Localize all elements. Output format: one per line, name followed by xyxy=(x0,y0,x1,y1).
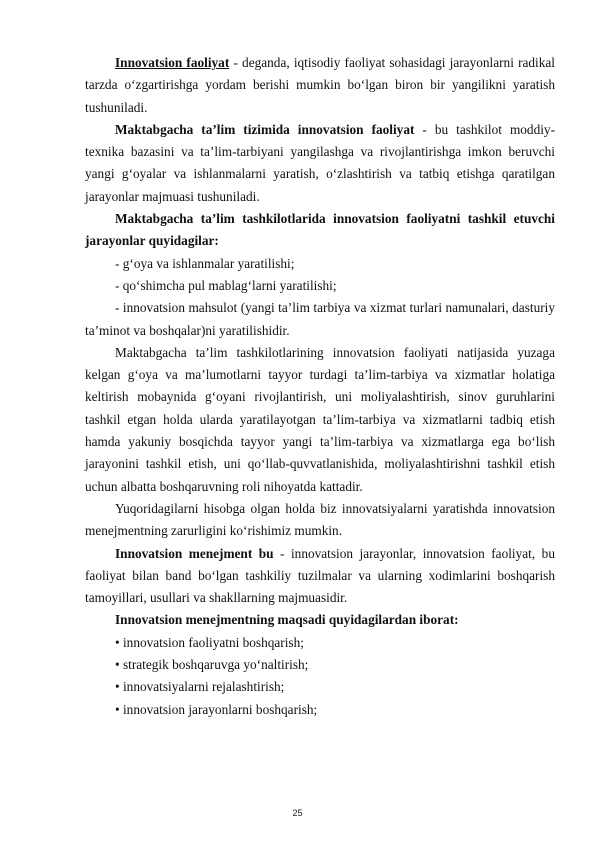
paragraph-definition-innovation xyxy=(85,52,555,119)
paragraph-text: - innovatsion jarayonlar, innovatsion faoliyat, bu faoliyat bilan band bo‘lgan tashkiliy tuzilmalar va ularning xodimlarini boshqarish tamoyillari, usullari va shakllarning majmuasidir. xyxy=(85,545,555,606)
list-item: • innovatsion jarayonlarni boshqarish; xyxy=(115,701,318,717)
list-item: • innovatsion faoliyatni boshqarish; xyxy=(115,634,304,650)
list-item: • innovatsiyalarni rejalashtirish; xyxy=(115,679,285,695)
section-heading-processes: Maktabgacha ta’lim tashkilotlarida innovatsion faoliyatni tashkil etuvchi jarayonlar quyidagilar: xyxy=(85,211,555,249)
list-item: - innovatsion mahsulot (yangi ta’lim tarbiya va xizmat turlari namunalari, dasturiy ta’minot va boshqalar)ni yaratilishidir. xyxy=(85,300,555,338)
paragraph-text: - bu tashkilot moddiy-texnika bazasini va ta’lim-tarbiyani yangilashga va rivojlantirishga imkon beruvchi yangi g‘oyalar va ishlanmalarni yaratish, o‘zlashtirish va tatbiq etishga qaratilgan jarayonlar majmuasi tushuniladi. xyxy=(85,121,555,204)
paragraph-body: Maktabgacha ta’lim tashkilotlarining innovatsion faoliyati natijasida yuzaga kelgan g‘oya va ma’lumotlarni tayyor turdagi ta’lim-tarbiya va xizmatlar holatiga keltirish mobaynida g‘oyani rivojlantirish, uni moliyalashtirish, sinov guruhlarini tashkil etgan holda ularda yaratilayotgan ta’lim-tarbiya va xizmatlarni tadbiq etish hamda yakuniy bosqichda tayyor yangi ta’lim-tarbiya va xizmatlarga ega bo‘lish jarayonini tashkil etish, uni qo‘llab-quvvatlanishida, moliyalashtirishni tashkil etish uchun albatta boshqaruvning roli nihoyatda kattadir. xyxy=(85,344,555,494)
paragraph-body: Yuqoridagilarni hisobga olgan holda biz innovatsiyalarni yaratishda innovatsion menejmentning zarurligini ko‘rishimiz mumkin. xyxy=(85,500,555,539)
term-innovation-management: Innovatsion menejment bu xyxy=(115,545,274,561)
paragraph-definition-preschool-innovation xyxy=(85,119,555,208)
term-innovation-activity: Innovatsion faoliyat xyxy=(115,55,230,70)
paragraph-text: - deganda, iqtisodiy faoliyat sohasidagi jarayonlarni radikal tarzda o‘zgartirishga yordam berishi mumkin bo‘lgan biron bir yangilikni yaratish tushuniladi. xyxy=(85,55,555,115)
list-item: • strategik boshqaruvga yo‘naltirish; xyxy=(115,657,309,673)
list-item: - qo‘shimcha pul mablag‘larni yaratilishi; xyxy=(115,277,337,293)
term-preschool-innovation: Maktabgacha ta’lim tizimida innovatsion faoliyat xyxy=(115,121,415,137)
paragraph-definition-management xyxy=(85,543,555,610)
section-heading-goals: Innovatsion menejmentning maqsadi quyidagilardan iborat: xyxy=(115,612,459,628)
list-item: - g‘oya va ishlanmalar yaratilishi; xyxy=(115,255,295,271)
page-number: 25 xyxy=(292,808,303,818)
document-page xyxy=(85,52,555,721)
